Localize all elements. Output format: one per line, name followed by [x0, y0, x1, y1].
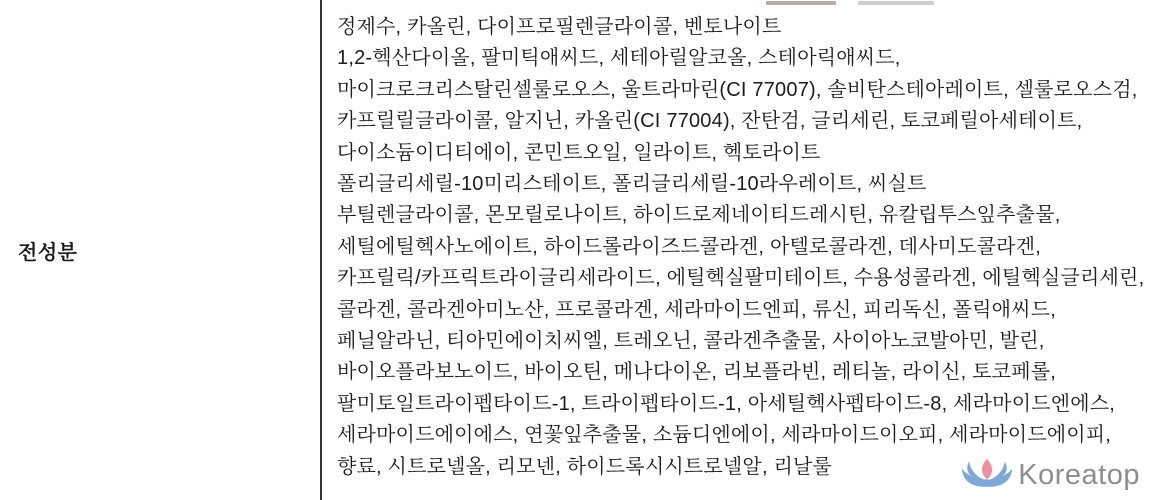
ingredient-list-cell [322, 0, 1150, 500]
ingredient-line: 세틸에틸헥사노에이트, 하이드롤라이즈드콜라겐, 아텔로콜라겐, 데사미도콜라겐, [337, 235, 1041, 258]
lotus-icon [960, 456, 1014, 494]
row-header-cell [0, 0, 320, 500]
brand-watermark [960, 456, 1140, 494]
ingredient-line: 페닐알라닌, 티아민에이치씨엘, 트레오닌, 콜라겐추출물, 사이아노코발아민, 발린, [337, 330, 1045, 353]
ingredient-line: 콜라겐, 콜라겐아미노산, 프로콜라겐, 세라마이드엔피, 류신, 피리독신, 폴릭애씨드, [337, 298, 1056, 321]
ingredient-line: 카프릴릴글라이콜, 알지닌, 카올린(CI 77004), 잔탄검, 글리세린, 토코페릴아세테이트, [337, 110, 1083, 133]
ingredient-line: 팔미토일트라이펩타이드-1, 트라이펩타이드-1, 아세틸헥사펩타이드-8, 세라마이드엔에스, [337, 392, 1116, 415]
ingredient-line: 다이소듐이디티에이, 콘민트오일, 일라이트, 헥토라이트 [337, 141, 821, 164]
ingredient-line: 마이크로크리스탈린셀룰로오스, 울트라마린(CI 77007), 솔비탄스테아레이트, 셀룰로오스검, [337, 78, 1138, 101]
row-label: 전성분 [18, 241, 78, 264]
ingredient-line: 부틸렌글라이콜, 몬모릴로나이트, 하이드로제네이티드레시틴, 유칼립투스잎추출물, [337, 204, 1061, 227]
ingredient-line: 세라마이드에이에스, 연꽃잎추출물, 소듐디엔에이, 세라마이드이오피, 세라마이드에이피, [337, 424, 1112, 447]
ingredient-line: 바이오플라보노이드, 바이오틴, 메나다이온, 리보플라빈, 레티놀, 라이신, 토코페롤, [337, 361, 1056, 384]
ingredient-line: 향료, 시트로넬올, 리모넨, 하이드록시시트로넬알, 리날룰 [337, 455, 833, 478]
brand-name: Koreatop [1018, 458, 1140, 491]
ingredient-line: 카프릴릭/카프릭트라이글리세라이드, 에틸헥실팔미테이트, 수용성콜라겐, 에틸헥실글리세린, [337, 267, 1145, 290]
ingredient-line: 정제수, 카올린, 다이프로필렌글라이콜, 벤토나이트 [337, 16, 782, 38]
ingredient-line: 폴리글리세릴-10미리스테이트, 폴리글리세릴-10라우레이트, 씨실트 [337, 173, 927, 196]
ingredient-line: 1,2-헥산다이올, 팔미틱애씨드, 세테아릴알코올, 스테아릭애씨드, [337, 47, 901, 70]
